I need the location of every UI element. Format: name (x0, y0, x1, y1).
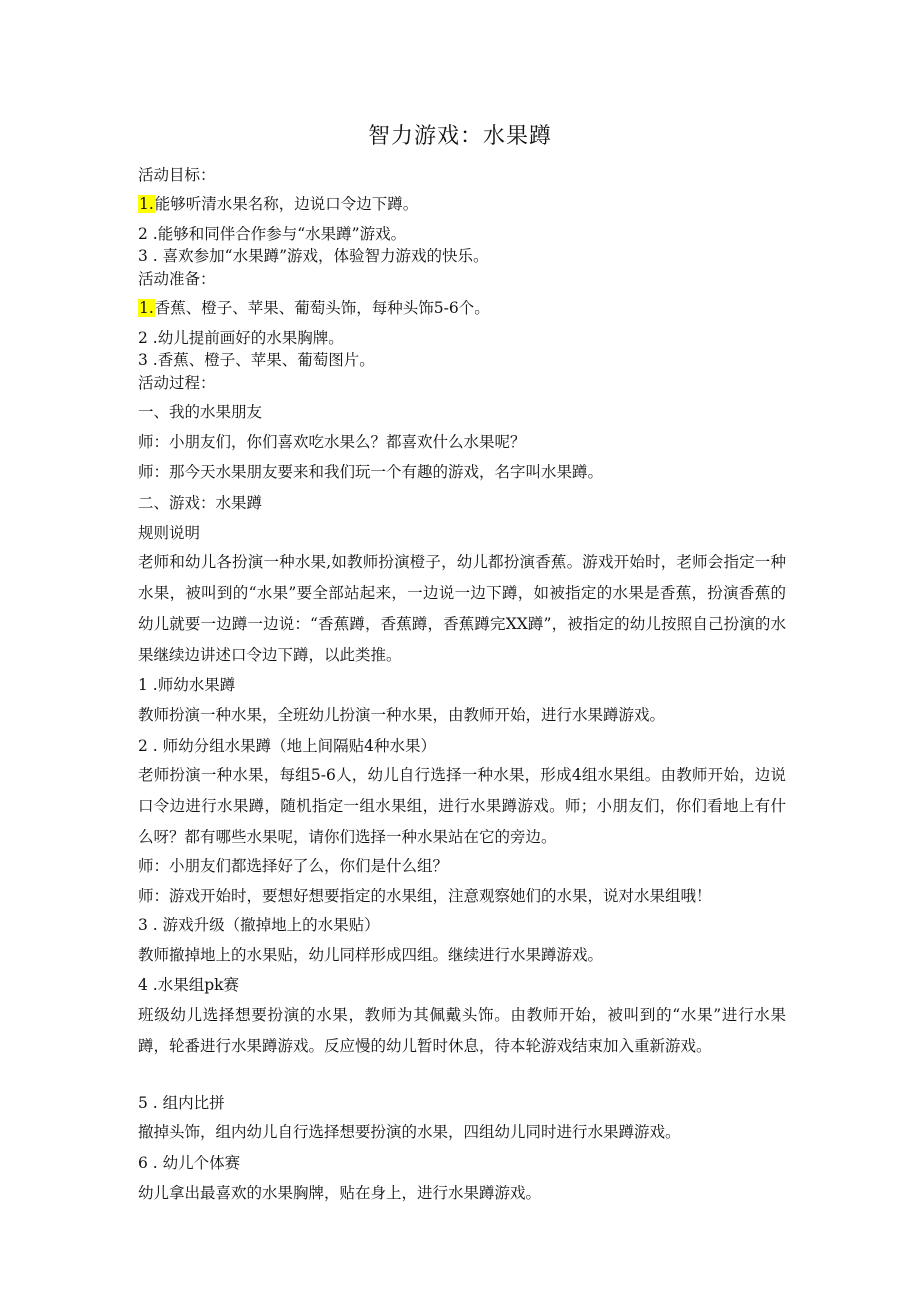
dialogue-line: 师：游戏开始时，要想好想要指定的水果组，注意观察她们的水果，说对水果组哦！ (138, 887, 712, 905)
goal-item-1-number: 1. (139, 195, 154, 213)
step-3-text: 教师撤掉地上的水果贴，幼儿同样形成四组。继续进行水果蹲游戏。 (138, 946, 604, 964)
goal-item-3: 3 . 喜欢参加“水果蹲”游戏，体验智力游戏的快乐。 (138, 247, 489, 265)
goals-heading: 活动目标： (138, 166, 216, 184)
dialogue-line: 师：小朋友们，你们喜欢吃水果么？都喜欢什么水果呢？ (138, 433, 526, 451)
step-3-heading: 3 . 游戏升级（撤掉地上的水果贴） (138, 916, 380, 934)
step-5-text: 撤掉头饰，组内幼儿自行选择想要扮演的水果，四组幼儿同时进行水果蹲游戏。 (138, 1123, 681, 1141)
step-2-heading: 2 . 师幼分组水果蹲（地上间隔贴4种水果） (138, 737, 437, 755)
dialogue-line: 师：那今天水果朋友要来和我们玩一个有趣的游戏，名字叫水果蹲。 (138, 463, 604, 481)
step-4-paragraph: 班级幼儿选择想要扮演的水果，教师为其佩戴头饰。由教师开始，被叫到的“水果”进行水果蹲，轮番进行水果蹲游戏。反应慢的幼儿暂时休息，待本轮游戏结束加入重新游戏。 (138, 1006, 786, 1055)
prep-heading: 活动准备： (138, 270, 216, 288)
prep-item-1-number: 1. (139, 299, 154, 317)
rules-heading: 规则说明 (138, 524, 201, 542)
step-4-heading: 4 .水果组pk赛 (138, 976, 240, 994)
prep-item-1-text: 香蕉、橙子、苹果、葡萄头饰，每种头饰5-6个。 (154, 299, 490, 317)
goal-item-2: 2 .能够和同伴合作参与“水果蹲”游戏。 (138, 225, 407, 243)
goal-item-1-text: 能够听清水果名称，边说口令边下蹲。 (154, 195, 419, 213)
step-5-heading: 5 . 组内比拼 (138, 1094, 225, 1112)
prep-item-1 (138, 298, 490, 318)
step-1-heading: 1 .师幼水果蹲 (138, 676, 236, 694)
step-6-text: 幼儿拿出最喜欢的水果胸牌，贴在身上，进行水果蹲游戏。 (138, 1184, 542, 1202)
step-2-paragraph: 老师扮演一种水果，每组5-6人，幼儿自行选择一种水果，形成4组水果组。由教师开始，边说口令边进行水果蹲，随机指定一组水果组，进行水果蹲游戏。师；小朋友们，你们看地上有什么呀？都有哪些水果呢，请你们选择一种水果站在它的旁边。 (138, 766, 786, 846)
section-2-heading: 二、游戏：水果蹲 (138, 494, 263, 512)
dialogue-line: 师：小朋友们都选择好了么，你们是什么组？ (138, 857, 449, 875)
prep-item-2: 2 .幼儿提前画好的水果胸牌。 (138, 329, 344, 347)
rules-paragraph: 老师和幼儿各扮演一种水果,如教师扮演橙子，幼儿都扮演香蕉。游戏开始时，老师会指定一种水果，被叫到的“水果”要全部站起来，一边说一边下蹲，如被指定的水果是香蕉，扮演香蕉的幼儿就要一边蹲一边说：“香蕉蹲，香蕉蹲，香蕉蹲完XX蹲”，被指定的幼儿按照自己扮演的水果继续边讲述口令边下蹲，以此类推。 (138, 553, 786, 664)
goal-item-1 (138, 194, 418, 214)
process-heading: 活动过程： (138, 374, 216, 392)
section-1-heading: 一、我的水果朋友 (138, 403, 263, 421)
step-6-heading: 6 . 幼儿个体赛 (138, 1154, 241, 1172)
prep-item-3: 3 .香蕉、橙子、苹果、葡萄图片。 (138, 351, 375, 369)
document-title: 智力游戏：水果蹲 (367, 124, 552, 149)
step-1-text: 教师扮演一种水果，全班幼儿扮演一种水果，由教师开始，进行水果蹲游戏。 (138, 706, 666, 724)
